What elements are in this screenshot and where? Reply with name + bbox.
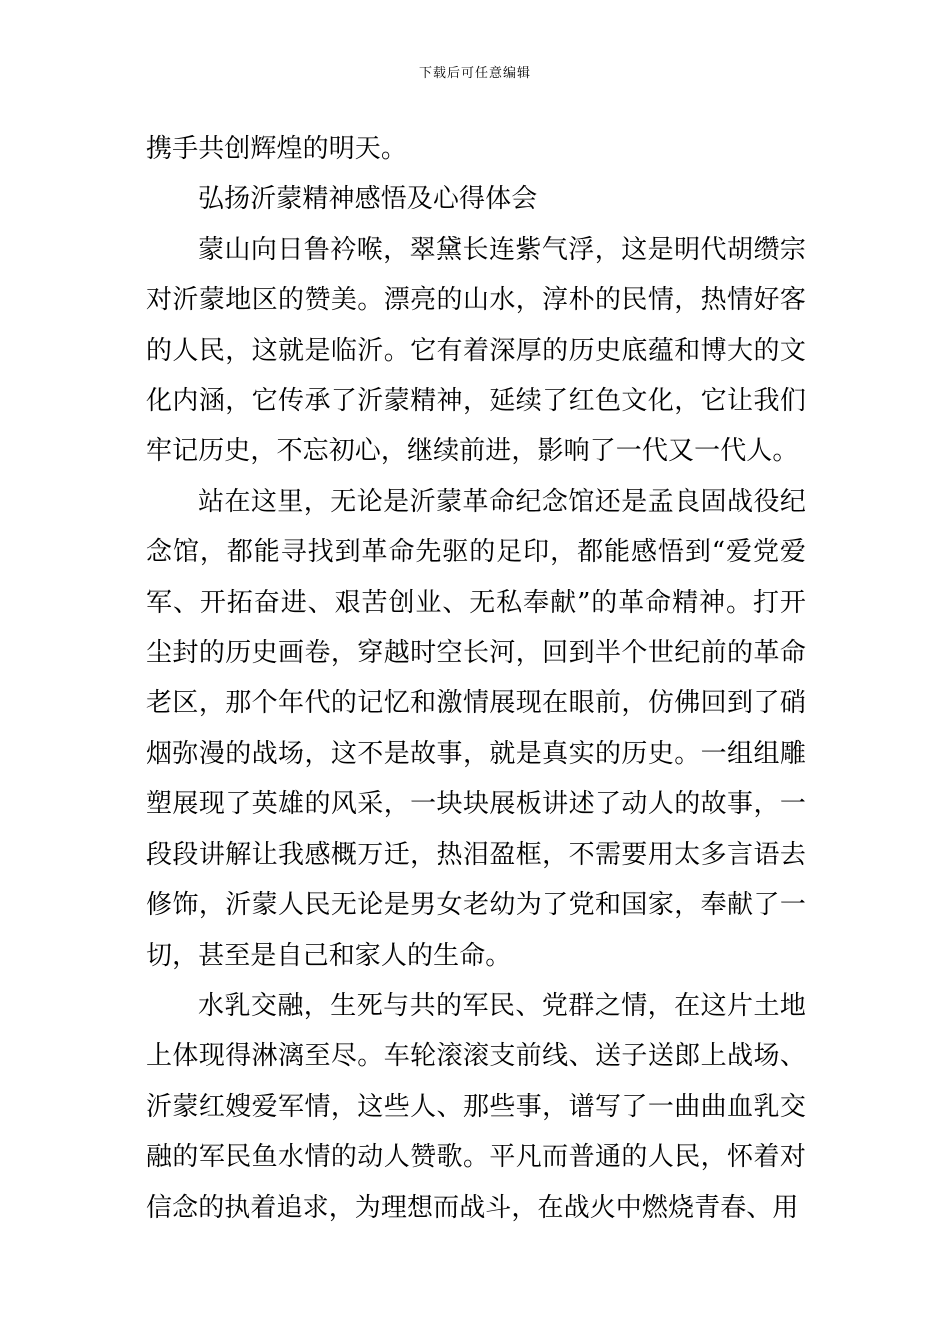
document-body (146, 124, 806, 1233)
paragraph-continuation: 携手共创辉煌的明天。 (146, 134, 408, 164)
paragraph: 水乳交融，生死与共的军民、党群之情，在这片土地上体现得淋漓至尽。车轮滚滚支前线、送子送郎上战场、沂蒙红嫂爱军情，这些人、那些事，谱写了一曲曲血乳交融的军民鱼水情的动人赞歌。平凡而普通的人民，怀着对信念的执着追求，为理想而战斗，在战火中燃烧青春、用 (146, 990, 806, 1223)
paragraph: 站在这里，无论是沂蒙革命纪念馆还是孟良固战役纪念馆，都能寻找到革命先驱的足印，都能感悟到“爱党爱军、开拓奋进、艰苦创业、无私奉献”的革命精神。打开尘封的历史画卷，穿越时空长河，回到半个世纪前的革命老区，那个年代的记忆和激情展现在眼前，仿佛回到了硝烟弥漫的战场，这不是故事，就是真实的历史。一组组雕塑展现了英雄的风采，一块块展板讲述了动人的故事，一段段讲解让我感概万迁，热泪盈框，不需要用太多言语去修饰，沂蒙人民无论是男女老幼为了党和国家，奉献了一切，甚至是自己和家人的生命。 (146, 486, 806, 971)
section-title: 弘扬沂蒙精神感悟及心得体会 (198, 184, 538, 215)
page-header: 下载后可任意编辑 (418, 66, 531, 81)
paragraph: 蒙山向日鲁衿喉，翠黛长连紫气浮，这是明代胡缵宗对沂蒙地区的赞美。漂亮的山水，淳朴的民情，热情好客的人民，这就是临沂。它有着深厚的历史底蕴和博大的文化内涵，它传承了沂蒙精神，延续了红色文化，它让我们牢记历史，不忘初心，继续前进，影响了一代又一代人。 (146, 234, 806, 467)
